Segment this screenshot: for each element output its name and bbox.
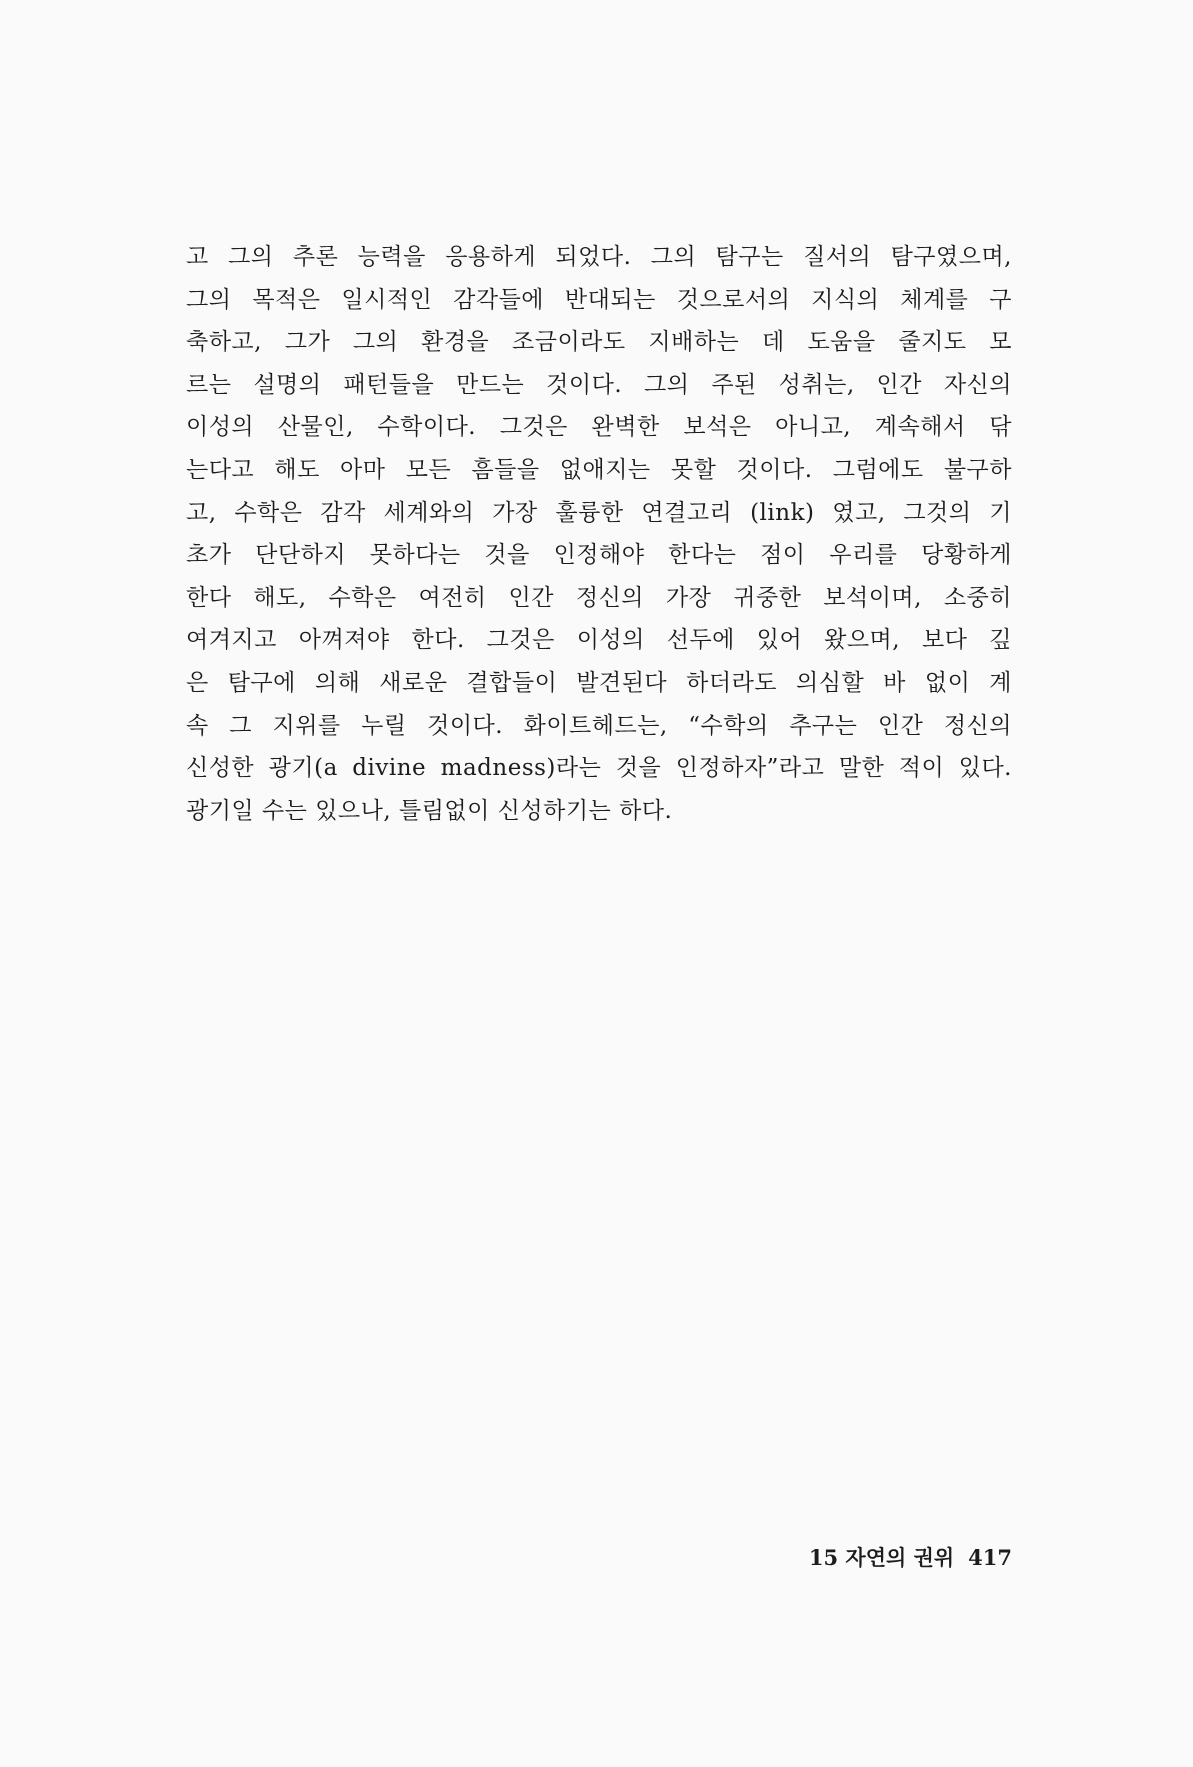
text-line: 한다 해도, 수학은 여전히 인간 정신의 가장 귀중한 보석이며, 소중히 [186,584,1012,611]
text-line: 그의 목적은 일시적인 감각들에 반대되는 것으로서의 지식의 체계를 구 [186,286,1012,313]
body-text [186,236,1012,832]
text-line: 축하고, 그가 그의 환경을 조금이라도 지배하는 데 도움을 줄지도 모 [186,329,1012,356]
text-line: 광기일 수는 있으나, 틀림없이 신성하기는 하다. [186,797,673,824]
text-line: 는다고 해도 아마 모든 흠들을 없애지는 못할 것이다. 그럼에도 불구하 [186,456,1012,483]
text-line: 여겨지고 아껴져야 한다. 그것은 이성의 선두에 있어 왔으며, 보다 깊 [186,627,1012,654]
text-line: 르는 설명의 패턴들을 만드는 것이다. 그의 주된 성취는, 인간 자신의 [186,371,1012,398]
text-line: 이성의 산물인, 수학이다. 그것은 완벽한 보석은 아니고, 계속해서 닦 [186,414,1012,441]
text-line: 은 탐구에 의해 새로운 결합들이 발견된다 하더라도 의심할 바 없이 계 [186,669,1012,696]
text-line: 속 그 지위를 누릴 것이다. 화이트헤드는, “수학의 추구는 인간 정신의 [186,712,1012,739]
chapter-label: 15 자연의 권위 [808,1545,955,1570]
page-number: 417 [968,1545,1012,1570]
text-line: 고, 수학은 감각 세계와의 가장 훌륭한 연결고리 (link) 였고, 그것의 기 [186,499,1012,526]
page-footer [790,1540,1012,1576]
text-line: 초가 단단하지 못하다는 것을 인정해야 한다는 점이 우리를 당황하게 [186,542,1012,569]
text-line: 신성한 광기(a divine madness)라는 것을 인정하자”라고 말한 적이 있다. [186,755,1012,782]
text-line: 고 그의 추론 능력을 응용하게 되었다. 그의 탐구는 질서의 탐구였으며, [186,244,1012,270]
